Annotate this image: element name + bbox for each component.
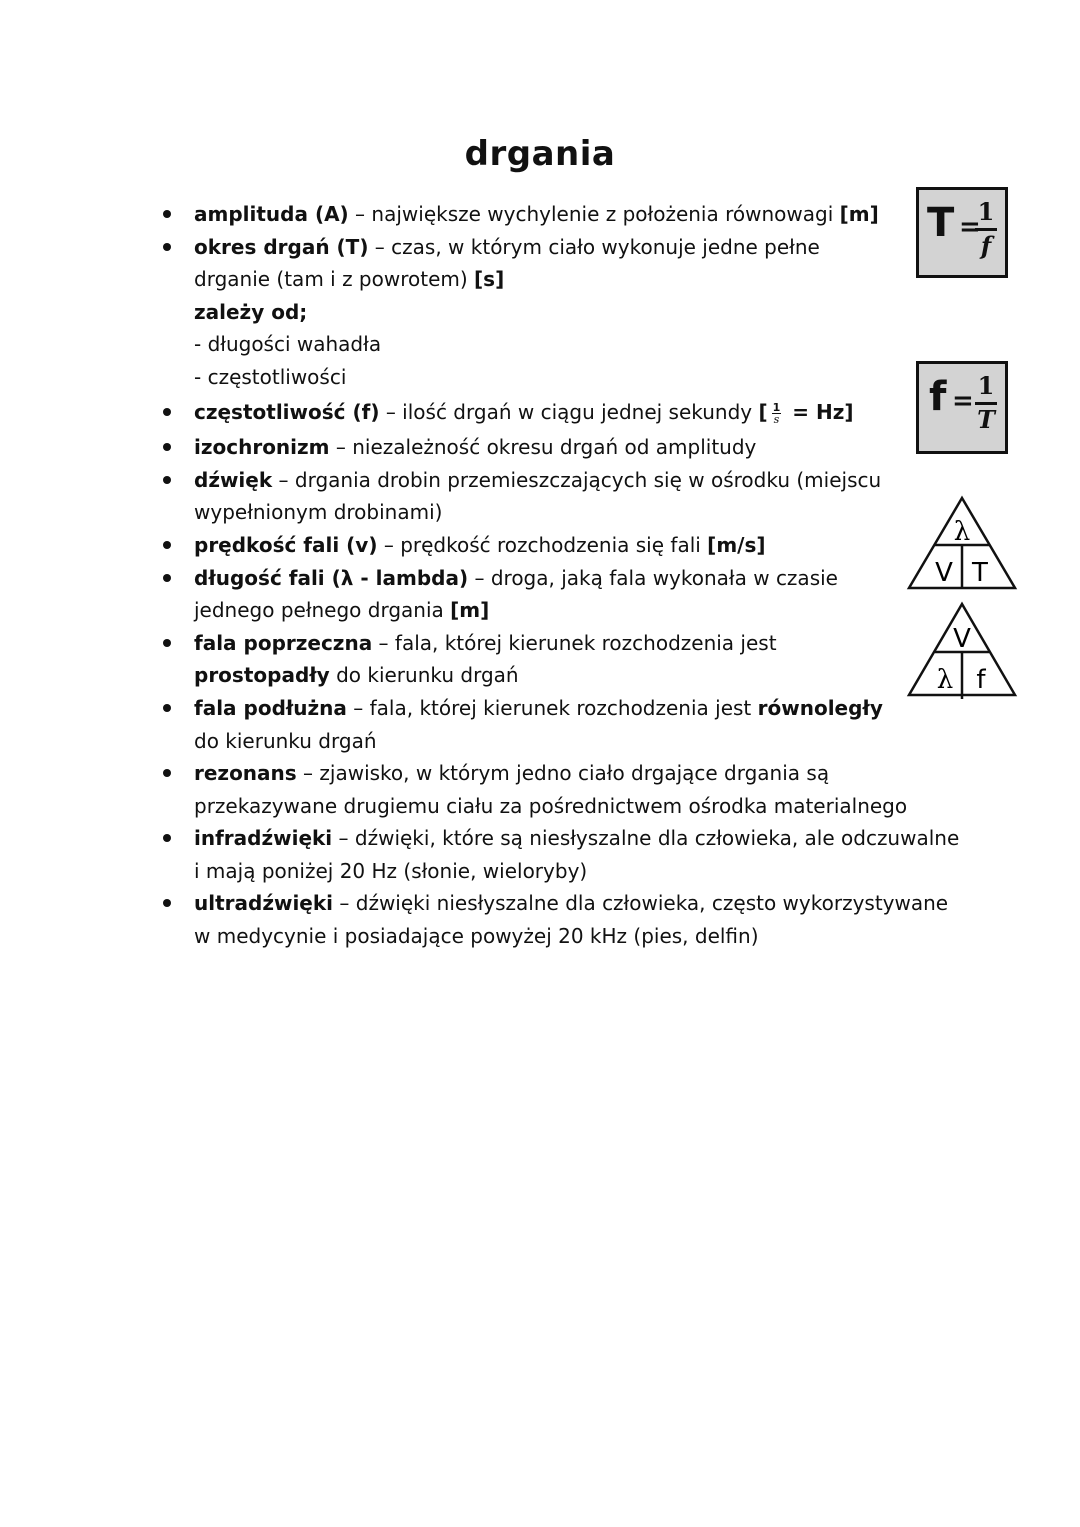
unit: [m/s] — [707, 532, 766, 557]
list-item — [160, 562, 844, 627]
term: infradźwięki — [194, 826, 333, 851]
definition: – zjawisko, w którym jedno ciało drgające drgania są przekazywane drugiemu ciału za pośrednictwem ośrodka materialnego — [194, 761, 908, 818]
definition-list — [160, 198, 960, 953]
depends-item: - długości wahadła — [194, 332, 382, 357]
list-item — [160, 396, 950, 429]
lambda-triangle — [905, 495, 1019, 591]
definition: – dźwięki niesłyszalne dla człowieka, często wykorzystywane w medycynie i posiadające powyżej 20 kHz (pies, delfin) — [194, 891, 949, 949]
list-item — [160, 887, 964, 952]
definition-end: do kierunku drgań — [329, 663, 519, 688]
definition: – drgania drobin przemieszczających się w ośrodku (miejscu wypełnionym drobinami) — [194, 467, 882, 525]
term: okres drgań (T) — [194, 234, 369, 259]
unit-fraction: $\frac{1}{s}$ — [772, 400, 781, 426]
definition: – fala, której kierunek rozchodzenia jest — [346, 695, 758, 720]
depends-label: zależy od; — [194, 299, 308, 324]
definition: – największe wychylenie z położenia równowagi — [348, 202, 840, 226]
definition: – droga, jaką fala wykonała w czasie jednego pełnego drgania — [194, 565, 838, 623]
unit: [s] — [474, 267, 505, 292]
formula-fraction: 1 T — [975, 370, 997, 435]
triangle-top: λ — [953, 517, 971, 547]
list-item — [160, 822, 964, 887]
formula-eq: = — [959, 212, 981, 242]
depends-item: - częstotliwości — [194, 364, 347, 389]
formula-lhs: T — [927, 200, 955, 246]
page-title: drgania — [464, 134, 616, 174]
triangle-right: f — [976, 665, 986, 695]
definition: – niezależność okresu drgań od amplitudy — [329, 435, 757, 460]
triangle-left: V — [935, 558, 953, 588]
formula-fraction: 1 f — [975, 196, 997, 261]
formula-eq: = — [952, 386, 974, 416]
emphasis: równoległy — [757, 695, 883, 720]
formula-lhs: f — [929, 374, 947, 420]
period-formula-box — [916, 187, 1008, 278]
unit-close: = Hz] — [785, 399, 854, 424]
term: izochronizm — [194, 435, 330, 460]
list-item — [160, 692, 894, 757]
triangle-right: T — [972, 558, 988, 588]
velocity-triangle — [905, 601, 1019, 699]
triangle-left: λ — [936, 665, 954, 695]
term: rezonans — [194, 761, 297, 786]
definition: – prędkość rozchodzenia się fali — [377, 532, 708, 557]
triangle-top: V — [953, 624, 971, 654]
list-item — [160, 231, 894, 394]
list-item — [160, 464, 894, 529]
definition: – dźwięki, które są niesłyszalne dla człowieka, ale odczuwalne i mają poniżej 20 Hz (słonie, wieloryby) — [194, 826, 960, 883]
definition-end: do kierunku drgań — [194, 728, 377, 753]
term: fala poprzeczna — [194, 630, 373, 655]
term: długość fali (λ - lambda) — [194, 565, 469, 590]
term: dźwięk — [194, 467, 273, 492]
definition: – fala, której kierunek rozchodzenia jest — [372, 630, 777, 655]
unit: [m] — [450, 598, 490, 623]
list-item — [160, 431, 950, 464]
frequency-formula-box — [916, 361, 1008, 454]
list-item — [160, 198, 884, 231]
definition: – ilość drgań w ciągu jednej sekundy — [379, 399, 759, 424]
definition: – czas, w którym ciało wykonuje jedne pełne drganie (tam i z powrotem) — [194, 234, 820, 292]
emphasis: prostopadły — [194, 663, 330, 688]
unit: [m] — [839, 202, 879, 226]
unit-open: [ — [758, 399, 768, 424]
list-item — [160, 757, 914, 822]
term: fala podłużna — [194, 695, 347, 720]
term: ultradźwięki — [194, 891, 334, 916]
term: prędkość fali (v) — [194, 532, 378, 557]
term: amplituda (A) — [194, 202, 349, 226]
list-item — [160, 529, 950, 562]
term: częstotliwość (f) — [194, 399, 380, 424]
list-item — [160, 627, 814, 692]
